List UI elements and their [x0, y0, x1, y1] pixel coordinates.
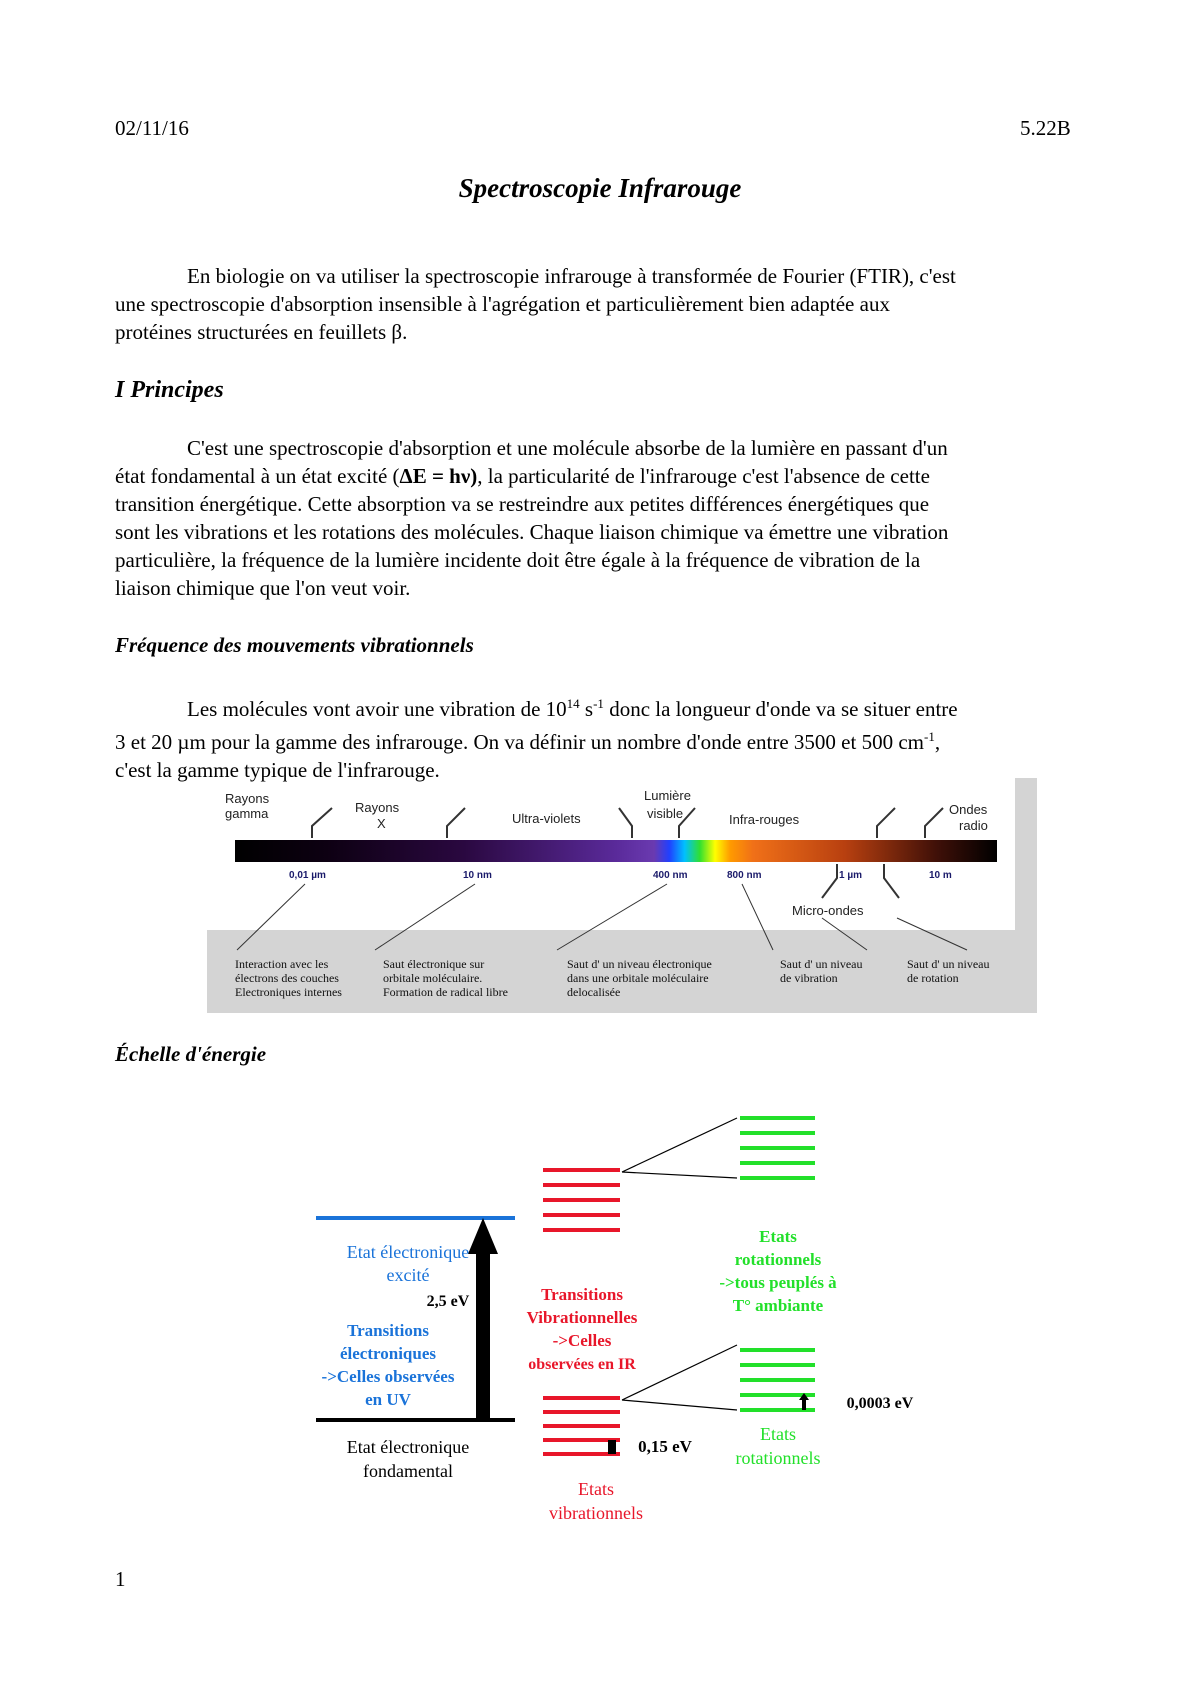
principes-line: transition énergétique. Cette absorption va se restreindre aux petites différences énergétiques que [115, 492, 930, 516]
expansion-line [622, 1172, 737, 1178]
label-xray: X [377, 816, 386, 831]
frequence-text: s [579, 697, 594, 721]
label-visible: visible [647, 806, 684, 821]
label-xray: Rayons [355, 800, 400, 815]
caption-line: électrons des couches [235, 971, 339, 985]
header-date: 02/11/16 [115, 116, 189, 140]
principes-line: C'est une spectroscopie d'absorption et une molécule absorbe de la lumière en passant d'un [187, 436, 948, 460]
caption-line: delocalisée [567, 985, 621, 999]
tick-label: 1 µm [839, 870, 862, 881]
energy-level-diagram [300, 1100, 950, 1530]
principes-line: sont les vibrations et les rotations des molécules. Chaque liaison chimique va émettre une vibration [115, 520, 949, 544]
caption-line: de rotation [907, 971, 959, 985]
excited-state-label: excité [386, 1265, 430, 1285]
electronic-transitions-label: en UV [365, 1390, 411, 1409]
label-visible: Lumière [644, 788, 691, 803]
frequence-text: donc la longueur d'onde va se situer entre [603, 697, 958, 721]
expansion-line [622, 1118, 737, 1172]
boundary-bracket [877, 808, 895, 838]
caption-line: Saut d' un niveau [907, 957, 990, 971]
boundary-bracket [447, 808, 465, 838]
page-title: Spectroscopie Infrarouge [458, 173, 742, 203]
principes-line: particulière, la fréquence de la lumière incidente doit être égale à la fréquence de vibration de la [115, 548, 921, 572]
frequence-text: , [934, 730, 941, 754]
frequence-line [115, 690, 1085, 723]
electronic-energy: 2,5 eV [426, 1293, 470, 1310]
intro-paragraph [115, 262, 1085, 346]
spectrum-bar [235, 840, 997, 862]
label-gamma: gamma [225, 806, 269, 821]
boundary-bracket [884, 864, 899, 898]
frequence-text: Les molécules vont avoir une vibration de 10 [187, 697, 567, 721]
caption-line: Saut électronique sur [383, 957, 485, 971]
caption-line: Saut d' un niveau électronique [567, 957, 712, 971]
header-code: 5.22B [1020, 116, 1071, 140]
rotational-states-label: rotationnels [734, 1250, 822, 1269]
boundary-bracket [925, 808, 943, 838]
principes-line: liaison chimique que l'on veut voir. [115, 576, 411, 600]
intro-line: protéines structurées en feuillets β. [115, 320, 408, 344]
electronic-transitions-label: Transitions [347, 1321, 429, 1340]
tick-label: 10 m [929, 870, 952, 881]
caption-line: Electroniques internes [235, 985, 342, 999]
energy-formula: ΔE = hν) [399, 464, 478, 488]
frequence-line [115, 723, 1085, 756]
vibrational-energy: 0,15 eV [638, 1437, 692, 1456]
vibrational-transitions-label: observées en IR [528, 1356, 636, 1373]
label-microwaves: Micro-ondes [792, 903, 864, 918]
exponent: -1 [593, 696, 604, 711]
principes-paragraph [115, 434, 1085, 602]
exponent: -1 [924, 729, 935, 744]
electronic-transitions-label: électroniques [339, 1344, 437, 1363]
tick-label: 400 nm [653, 870, 688, 881]
vibrational-transitions-label: Transitions [541, 1285, 623, 1304]
boundary-bracket [619, 808, 632, 838]
principes-line [115, 462, 1085, 490]
tick-label: 10 nm [463, 870, 492, 881]
label-ir: Infra-rouges [729, 812, 800, 827]
boundary-bracket [312, 808, 332, 838]
spectrum-side-panel [1015, 778, 1037, 933]
caption-line: orbitale moléculaire. [383, 971, 483, 985]
electronic-transition-arrow [476, 1248, 490, 1420]
principes-text: état fondamental à un état excité ( [115, 464, 400, 488]
vibrational-energy-arrow [608, 1440, 616, 1454]
electromagnetic-spectrum-figure [207, 778, 1037, 1013]
excited-state-label: Etat électronique [346, 1242, 470, 1262]
rotational-states-label: Etats [760, 1424, 796, 1444]
principes-text: , la particularité de l'infrarouge c'est l'absence de cette [477, 464, 930, 488]
ground-state-label: fondamental [363, 1461, 453, 1481]
frequence-paragraph [115, 690, 1085, 784]
caption-line: Formation de radical libre [383, 985, 508, 999]
vibrational-states-label: vibrationnels [549, 1503, 643, 1523]
electronic-transition-arrowhead [468, 1218, 498, 1254]
section-heading-principes: I Principes [115, 377, 224, 403]
label-radio: Ondes [949, 802, 988, 817]
rotational-states-label: T° ambiante [732, 1296, 824, 1315]
rotational-energy: 0,0003 eV [846, 1395, 914, 1412]
tick-label: 0,01 µm [289, 870, 326, 881]
section-heading-frequence: Fréquence des mouvements vibrationnels [115, 633, 474, 657]
vibrational-transitions-label: Vibrationnelles [526, 1308, 638, 1327]
section-heading-echelle: Échelle d'énergie [115, 1042, 267, 1066]
frequence-line: c'est la gamme typique de l'infrarouge. [115, 758, 440, 782]
rotational-states-label: rotationnels [735, 1448, 821, 1468]
tick-label: 800 nm [727, 870, 762, 881]
vibrational-states-label: Etats [578, 1479, 614, 1499]
label-uv: Ultra-violets [512, 811, 581, 826]
frequence-text: 3 et 20 µm pour la gamme des infrarouge. On va définir un nombre d'onde entre 3500 et 500 cm [115, 730, 924, 754]
caption-line: de vibration [780, 971, 838, 985]
page-number: 1 [115, 1567, 126, 1591]
exponent: 14 [566, 696, 580, 711]
caption-line: Saut d' un niveau [780, 957, 863, 971]
label-radio: radio [959, 818, 988, 833]
caption-line: dans une orbitale moléculaire [567, 971, 709, 985]
label-gamma: Rayons [225, 791, 270, 806]
ground-state-label: Etat électronique [346, 1437, 470, 1457]
electronic-transitions-label: ->Celles observées [321, 1367, 455, 1386]
intro-line: En biologie on va utiliser la spectroscopie infrarouge à transformée de Fourier (FTIR), c'est [187, 264, 956, 288]
expansion-line [622, 1345, 737, 1400]
expansion-line [622, 1400, 737, 1410]
rotational-states-label: ->tous peuplés à [719, 1273, 837, 1292]
vibrational-transitions-label: ->Celles [552, 1331, 612, 1350]
boundary-bracket [822, 864, 837, 898]
rotational-states-label: Etats [759, 1227, 797, 1246]
intro-line: une spectroscopie d'absorption insensible à l'agrégation et particulièrement bien adaptée aux [115, 292, 890, 316]
caption-line: Interaction avec les [235, 957, 329, 971]
